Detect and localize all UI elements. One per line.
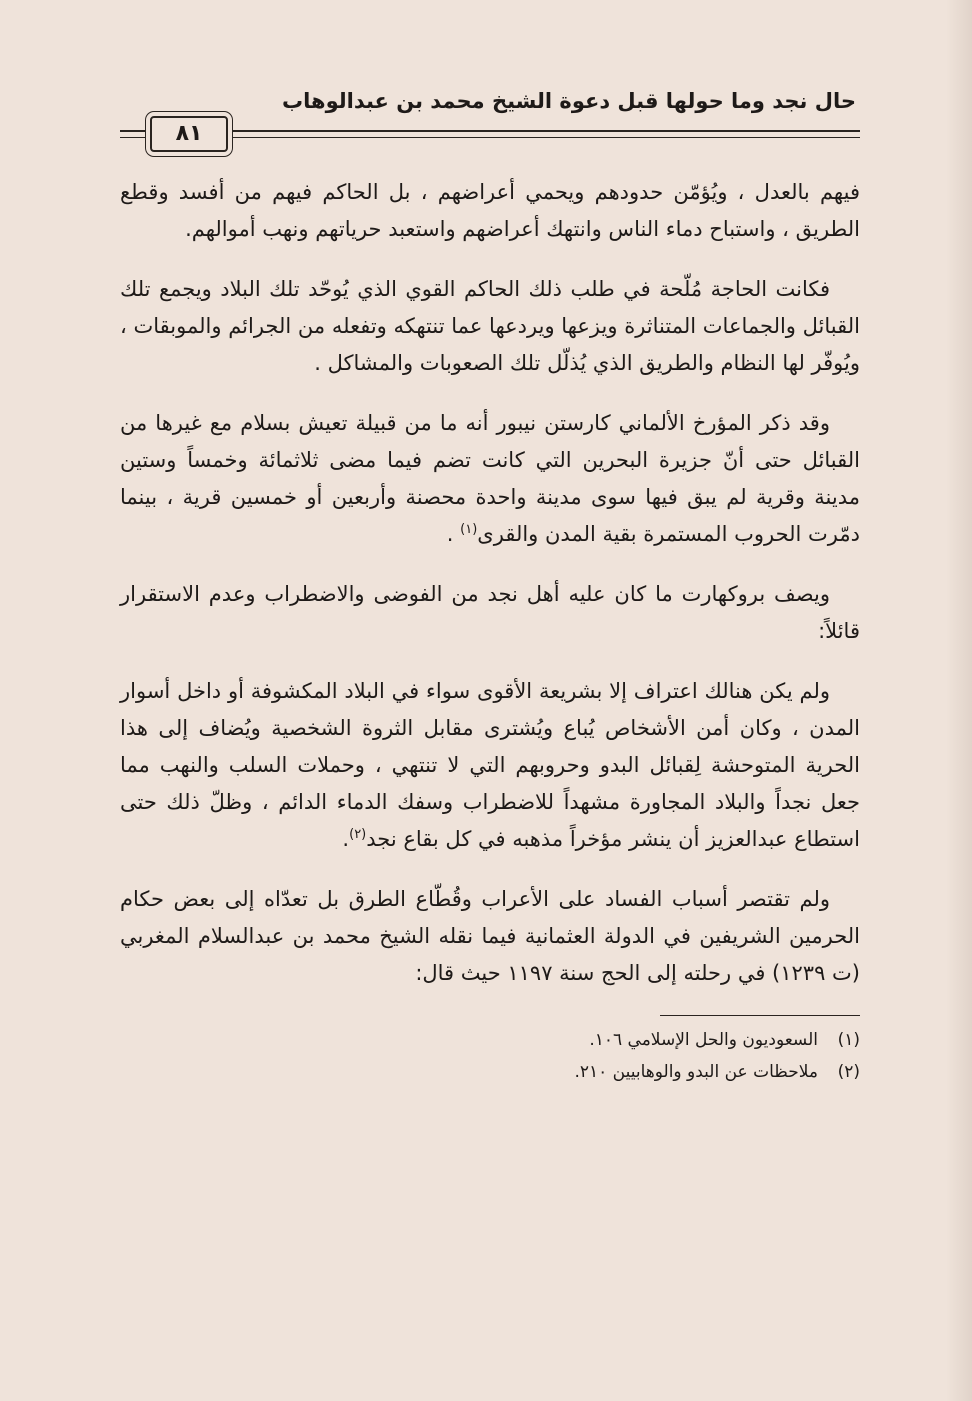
paragraph-6 [120, 881, 860, 992]
paragraph-2-text: فكانت الحاجة مُلّحة في طلب ذلك الحاكم القوي الذي يُوحّد تلك البلاد ويجمع تلك القبائل والجماعات المتناثرة ويزعها ويردعها عما تنتهكه وتفعله من الجرائم والموبقات ، ويُوفّر لها النظام والطريق الذي يُذلّل تلك الصعوبات والمشاكل . [120, 277, 860, 375]
paragraph-2 [120, 271, 860, 382]
footnote-ref-2: (٢) [349, 827, 367, 842]
page-number: ٨١ [150, 116, 228, 152]
footnote-2 [120, 1056, 860, 1088]
paragraph-4 [120, 576, 860, 650]
paragraph-5 [120, 673, 860, 858]
footnotes [120, 1024, 860, 1088]
paragraph-6-text: ولم تقتصر أسباب الفساد على الأعراب وقُطّاع الطرق بل تعدّاه إلى بعض حكام الحرمين الشريفين في الدولة العثمانية فيما نقله الشيخ محمد بن عبدالسلام المغربي (ت ١٢٣٩) في رحلته إلى الحج سنة ١١٩٧ حيث قال: [120, 887, 860, 985]
running-title: حال نجد وما حولها قبل دعوة الشيخ محمد بن عبدالوهاب [282, 89, 856, 113]
paragraph-3 [120, 405, 860, 553]
header-double-rule [120, 130, 860, 138]
paragraph-3-text: وقد ذكر المؤرخ الألماني كارستن نيبور أنه ما من قبيلة تعيش بسلام مع غيرها من القبائل حتى أنّ جزيرة البحرين التي كانت تضم فيما مضى ثلاثمائة وخمساً وستين مدينة وقرية لم يبق فيها سوى مدينة واحدة محصنة وأربعين أو خمسين قرية ، بينما دمّرت الحروب المستمرة بقية المدن والقرى [120, 411, 860, 546]
paragraph-5-text: ولم يكن هنالك اعتراف إلا بشريعة الأقوى سواء في البلاد المكشوفة أو داخل أسوار المدن ، وكان أمن الأشخاص يُباع ويُشترى مقابل الثروة الشخصية ويُضاف إلى هذا الحرية المتوحشة لِقبائل البدو وحروبهم التي لا تنتهي ، وحملات السلب والنهب مما جعل نجداً والبلاد المجاورة مشهداً للاضطراب وسفك الدماء الدائم ، وظلّ ذلك حتى استطاع عبدالعزيز أن ينشر مؤخراً مذهبه في كل بقاع نجد [120, 679, 860, 851]
book-page [120, 86, 860, 1088]
paragraph-4-text: ويصف بروكهارت ما كان عليه أهل نجد من الفوضى والاضطراب وعدم الاستقرار قائلاً: [120, 582, 860, 643]
footnote-1-text: السعوديون والحل الإسلامي ١٠٦. [589, 1030, 818, 1050]
paragraph-1-text: فيهم بالعدل ، ويُؤمّن حدودهم ويحمي أعراضهم ، بل الحاكم فيهم من أفسد وقطع الطريق ، واستباح دماء الناس وانتهك أعراضهم واستعبد حرياتهم ونهب أموالهم. [120, 180, 860, 241]
footnote-2-text: ملاحظات عن البدو والوهابيين ٢١٠. [574, 1062, 818, 1082]
footnote-2-number: (٢) [837, 1062, 860, 1082]
footnote-1 [120, 1024, 860, 1056]
page-edge-shadow [946, 0, 972, 1401]
body-text [120, 174, 860, 992]
header-rule [120, 116, 860, 156]
footnote-1-number: (١) [837, 1030, 860, 1050]
footnote-ref-1: (١) [460, 522, 478, 537]
paragraph-3-end: . [446, 522, 461, 546]
paragraph-5-end: . [342, 827, 350, 851]
footnote-separator [660, 1015, 860, 1016]
paragraph-1 [120, 174, 860, 248]
